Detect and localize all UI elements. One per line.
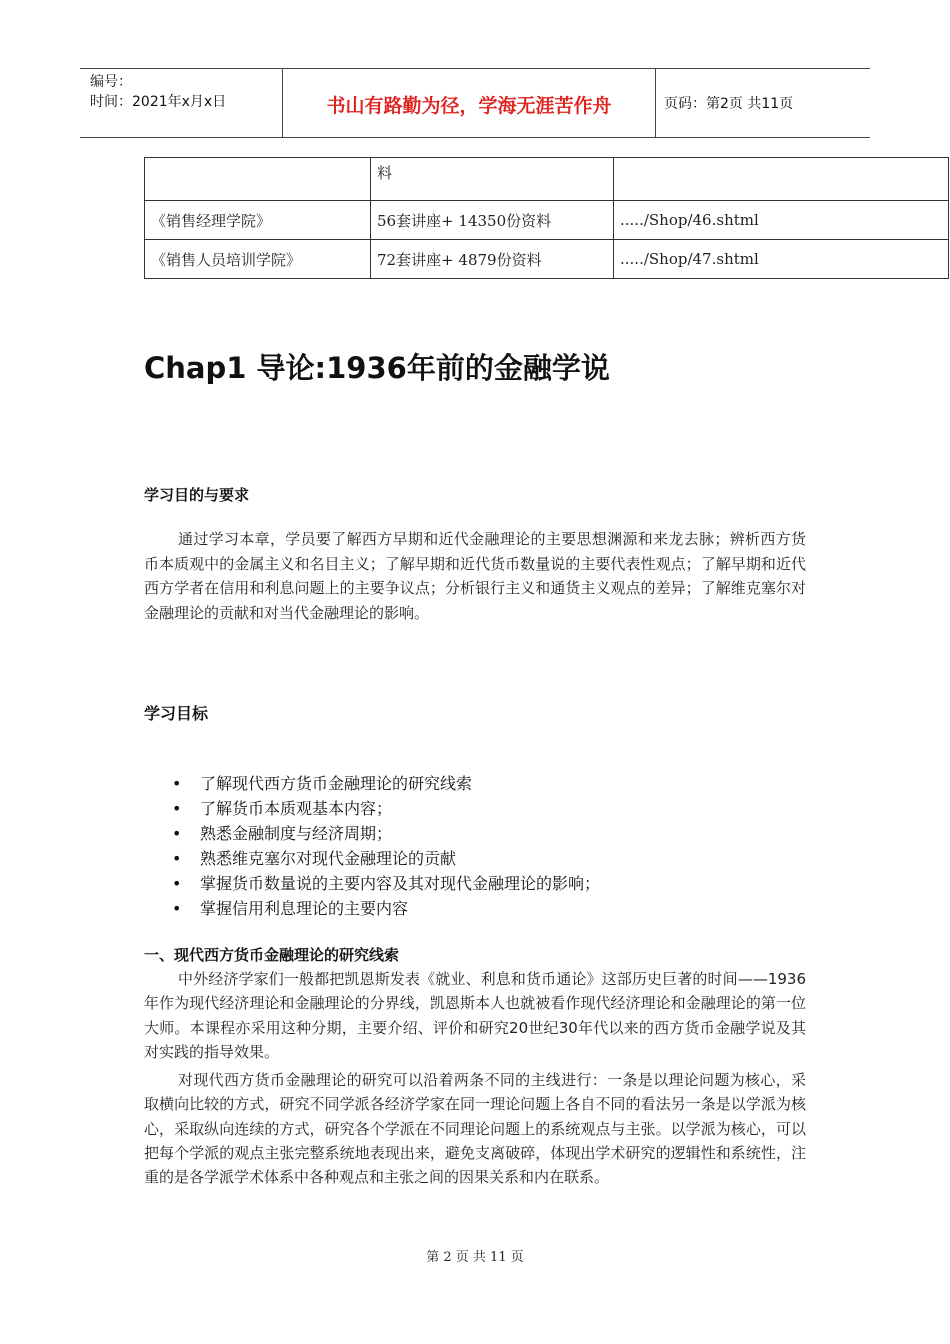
page-header <box>80 68 870 138</box>
table-cell <box>145 158 371 201</box>
time-label: 时间：2021年x月x日 <box>90 94 227 110</box>
bullet-icon: • <box>172 899 182 918</box>
list-item-text: 了解现代西方货币金融理论的研究线索 <box>200 774 473 793</box>
list-item-text: 掌握信用利息理论的主要内容 <box>200 899 409 918</box>
table-cell: 56套讲座+ 14350份资料 <box>371 201 614 240</box>
serial-label: 编号： <box>90 74 132 90</box>
table-cell <box>614 158 949 201</box>
targets-list <box>144 771 600 921</box>
table-row <box>145 158 949 201</box>
list-item-text: 了解货币本质观基本内容； <box>200 799 393 818</box>
targets-heading: 学习目标 <box>144 704 209 723</box>
list-item <box>144 896 600 921</box>
table-cell: 《销售人员培训学院》 <box>145 240 371 279</box>
table-cell: ...../Shop/47.shtml <box>614 240 949 279</box>
list-item-text: 熟悉金融制度与经济周期； <box>200 824 393 843</box>
bullet-icon: • <box>172 849 182 868</box>
chapter-title: Chap1 导论:1936年前的金融学说 <box>144 351 610 385</box>
list-item <box>144 771 600 796</box>
body-paragraph: 中外经济学家们一般都把凯恩斯发表《就业、利息和货币通论》这部历史巨著的时间——1936年作为现代经济理论和金融理论的分界线，凯恩斯本人也就被看作现代经济理论和金融理论的第一位大师。本课程亦采用这种分期，主要介绍、评价和研究20世纪30年代以来的西方货币金融学说及其对实践的指导效果。 <box>144 970 806 1061</box>
list-item <box>144 796 600 821</box>
section-heading: 一、现代西方货币金融理论的研究线索 <box>144 946 400 964</box>
resource-table <box>144 157 949 279</box>
bullet-icon: • <box>172 799 182 818</box>
goals-paragraph: 通过学习本章，学员要了解西方早期和近代金融理论的主要思想渊源和来龙去脉；辨析西方货币本质观中的金属主义和名目主义；了解早期和近代货币数量说的主要代表性观点；了解早期和近代西方学者在信用和利息问题上的主要争议点；分析银行主义和通货主义观点的差异；了解维克塞尔对金融理论的贡献和对当代金融理论的影响。 <box>144 530 806 622</box>
table-cell: 72套讲座+ 4879份资料 <box>371 240 614 279</box>
bullet-icon: • <box>172 774 182 793</box>
bullet-icon: • <box>172 874 182 893</box>
bullet-icon: • <box>172 824 182 843</box>
body-paragraph: 对现代西方货币金融理论的研究可以沿着两条不同的主线进行：一条是以理论问题为核心，采取横向比较的方式，研究不同学派各经济学家在同一理论问题上各自不同的看法另一条是以学派为核心，采取纵向连续的方式，研究各个学派在不同理论问题上的系统观点与主张。以学派为核心，可以把每个学派的观点主张完整系统地表现出来，避免支离破碎，体现出学术研究的逻辑性和系统性，注重的是各学派学术体系中各种观点和主张之间的因果关系和内在联系。 <box>144 1071 806 1187</box>
list-item <box>144 846 600 871</box>
goals-heading: 学习目的与要求 <box>144 486 250 504</box>
table-cell: 料 <box>371 158 614 201</box>
motto: 书山有路勤为径，学海无涯苦作舟 <box>326 95 612 117</box>
table-row <box>145 201 949 240</box>
page-label: 页码：第2页 共11页 <box>664 96 794 112</box>
page-footer: 第 2 页 共 11 页 <box>426 1250 524 1265</box>
list-item-text: 熟悉维克塞尔对现代金融理论的贡献 <box>200 849 457 868</box>
header-meta <box>80 69 282 137</box>
header-motto-cell <box>282 69 656 137</box>
table-cell: ...../Shop/46.shtml <box>614 201 949 240</box>
list-item <box>144 821 600 846</box>
list-item-text: 掌握货币数量说的主要内容及其对现代金融理论的影响； <box>200 874 601 893</box>
list-item <box>144 871 600 896</box>
table-cell: 《销售经理学院》 <box>145 201 371 240</box>
table-row <box>145 240 949 279</box>
